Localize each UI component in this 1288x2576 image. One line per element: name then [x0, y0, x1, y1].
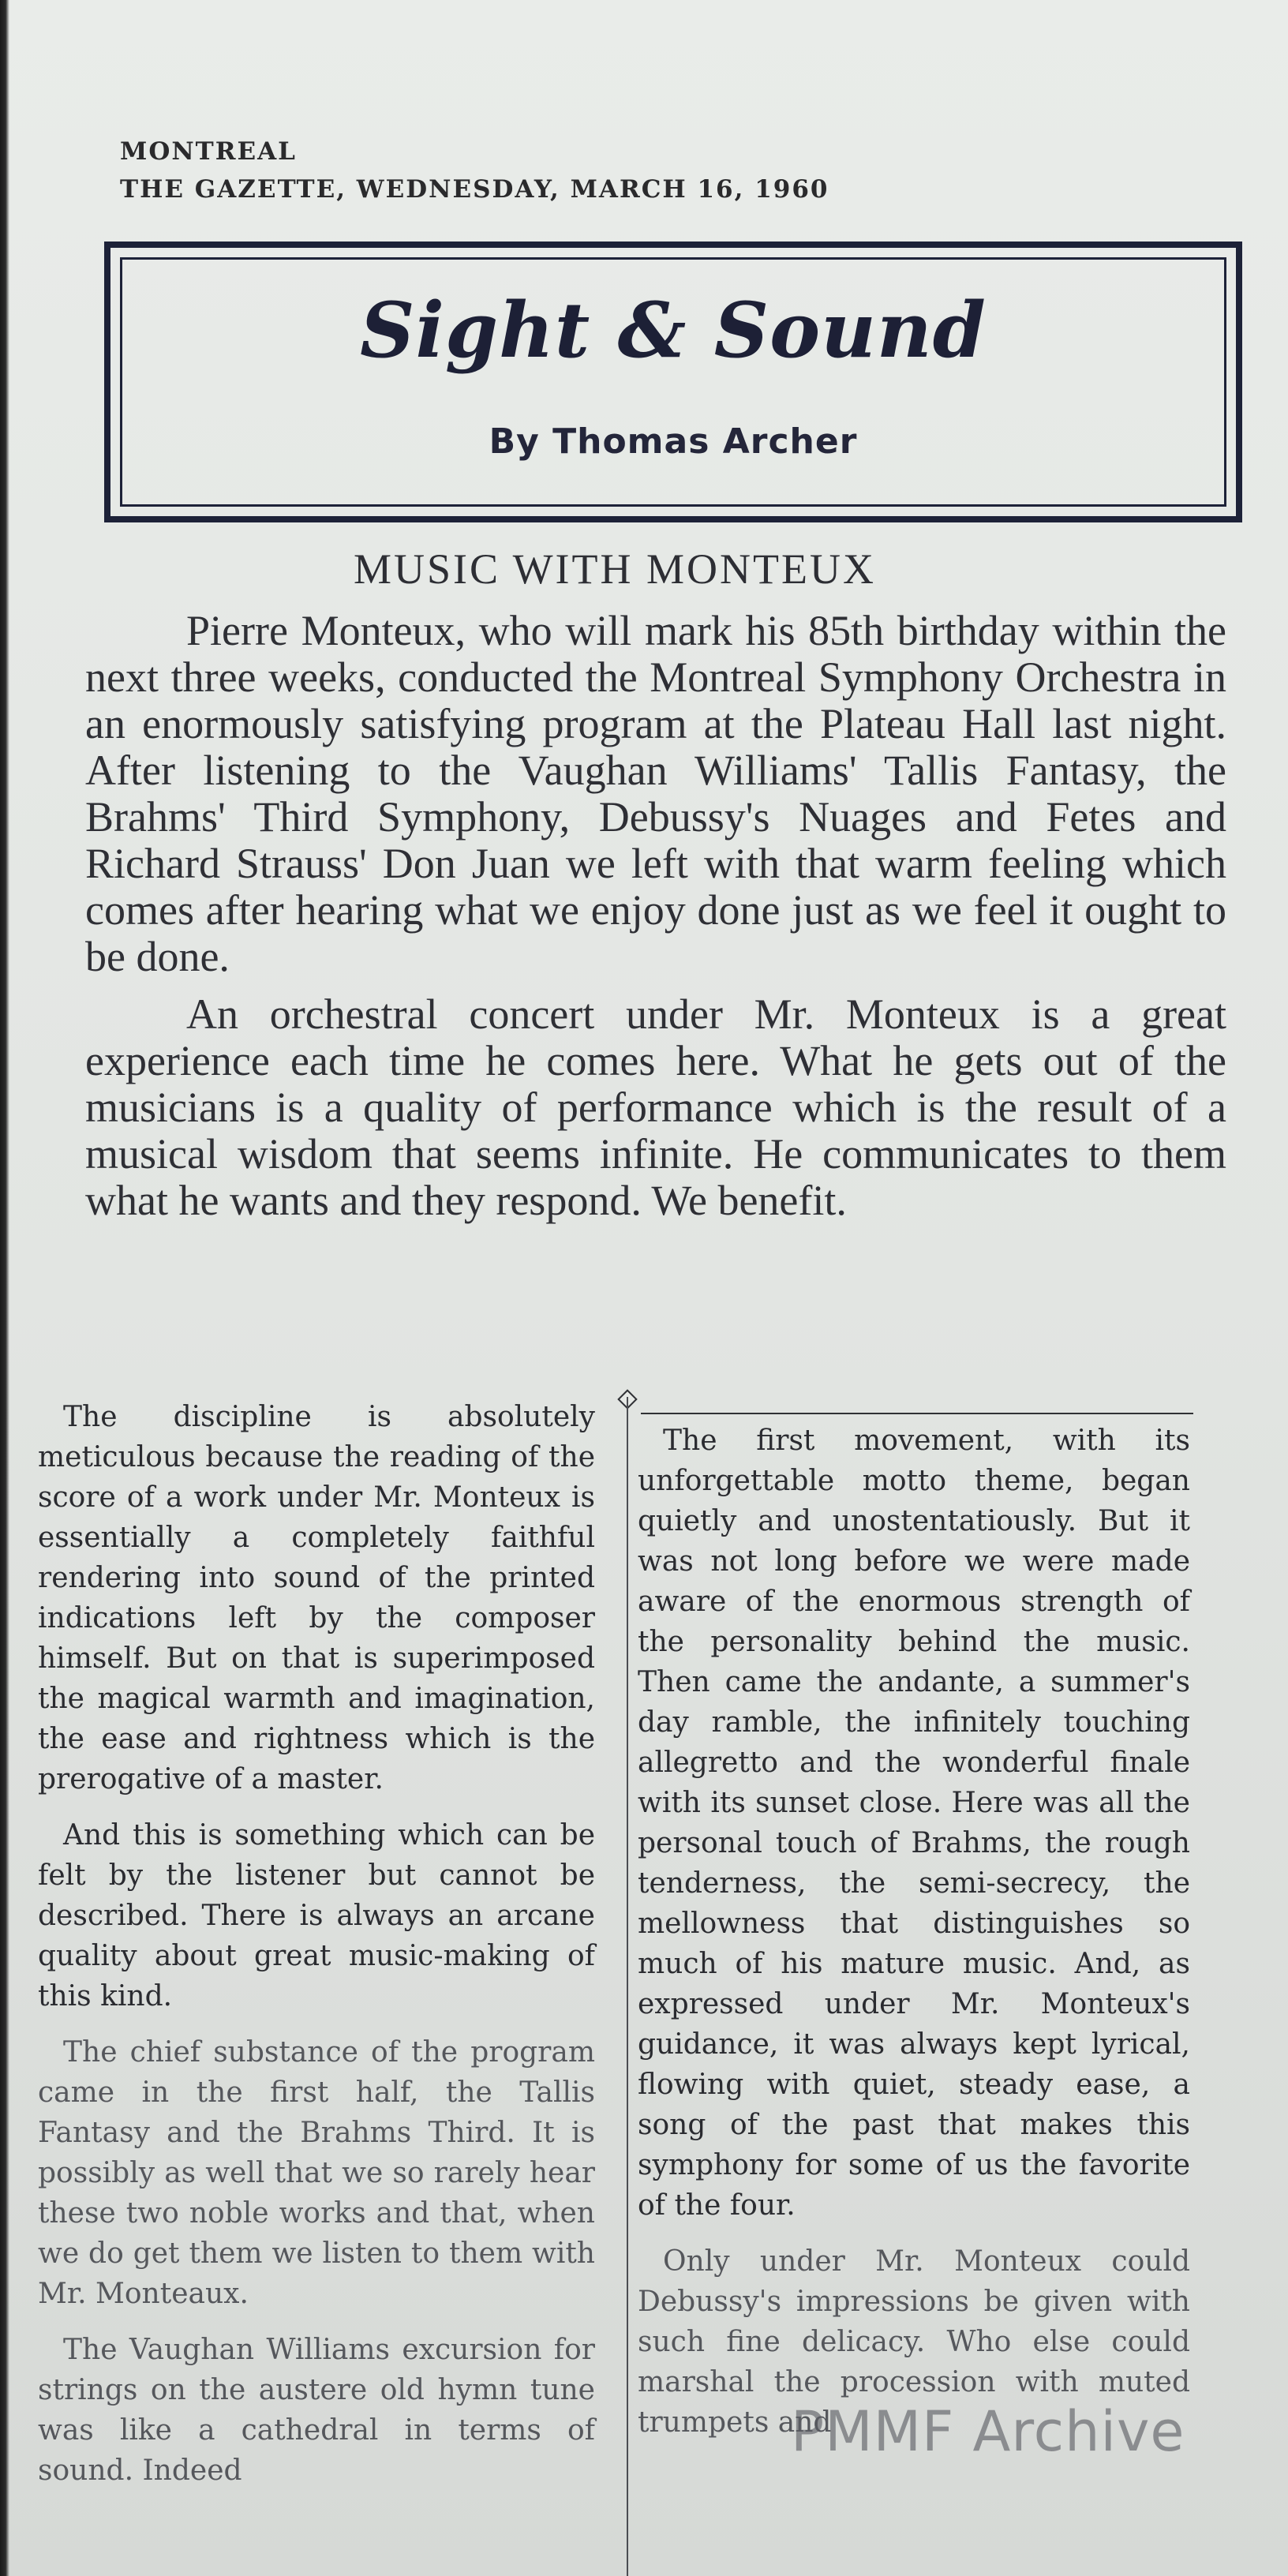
column-title: Sight & Sound: [360, 286, 987, 375]
column-divider-vertical: [627, 1397, 628, 2576]
body-paragraph: The chief substance of the program came in the first half, the Tallis Fantasy and the Brahms Third. It is possibly as well that we so rarely hear these two noble works and that, when we do get them we listen to them with Mr. Monteaux.: [38, 2036, 595, 2310]
dateline-city: MONTREAL: [120, 137, 297, 166]
article-left-column: [38, 1397, 595, 2507]
lead-paragraph: An orchestral concert under Mr. Monteux is a great experience each time he comes here. What he gets out of the musicians is a quality of performance which is the result of a musical wisdom that seems infinite. He communicates to them what he wants and they respond. We benefit.: [85, 990, 1226, 1224]
body-paragraph: And this is something which can be felt by the listener but cannot be described. There is always an arcane quality about great music-making of this kind.: [38, 1819, 595, 2012]
dateline-paper-date: THE GAZETTE, WEDNESDAY, MARCH 16, 1960: [120, 175, 829, 204]
article-right-column: [638, 1421, 1190, 2458]
body-paragraph: The first movement, with its unforgettable motto theme, began quietly and unostentatiously. But it was not long before we were made aware of the enormous strength of the personality behind the music. Then came the andante, a summer's day ramble, the infinitely touching allegretto and the wonderful finale with its sunset close. Here was all the personal touch of Brahms, the rough tenderness, the semi-secrecy, the mellowness that distinguishes so much of his mature music. And, as expressed under Mr. Monteux's guidance, it was always kept lyrical, flowing with quiet, steady ease, a song of the past that makes this symphony for some of us the favorite of the four.: [638, 1425, 1190, 2222]
body-paragraph: Only under Mr. Monteux could Debussy's impressions be given with such fine delicacy. Who else could marshal the procession with muted trumpets and: [638, 2245, 1190, 2439]
column-divider-horizontal: [641, 1413, 1193, 1414]
column-header-box: [104, 242, 1242, 522]
page-left-shadow: [0, 0, 9, 2576]
newspaper-clipping: [9, 0, 1288, 2576]
archive-watermark: PMMF Archive: [791, 2399, 1185, 2464]
byline: By Thomas Archer: [489, 421, 858, 462]
article-lead: [85, 608, 1226, 1235]
dateline: [120, 133, 988, 208]
article-heading: MUSIC WITH MONTEUX: [354, 545, 876, 593]
body-paragraph: The Vaughan Williams excursion for strings on the austere old hymn tune was like a cathedral in terms of sound. Indeed: [38, 2334, 595, 2487]
lead-paragraph: Pierre Monteux, who will mark his 85th birthday within the next three weeks, conducted the Montreal Symphony Orchestra in an enormously satisfying program at the Plateau Hall last night. After listening to the Vaughan Williams' Tallis Fantasy, the Brahms' Third Symphony, Debussy's Nuages and Fetes and Richard Strauss' Don Juan we left with that warm feeling which comes after hearing what we enjoy done just as we feel it ought to be done.: [85, 607, 1226, 980]
body-paragraph: The discipline is absolutely meticulous because the reading of the score of a work under Mr. Monteux is essentially a completely faithful rendering into sound of the printed indications left by the composer himself. But on that is superimposed the magical warmth and imagination, the ease and rightness which is the prerogative of a master.: [38, 1401, 595, 1795]
